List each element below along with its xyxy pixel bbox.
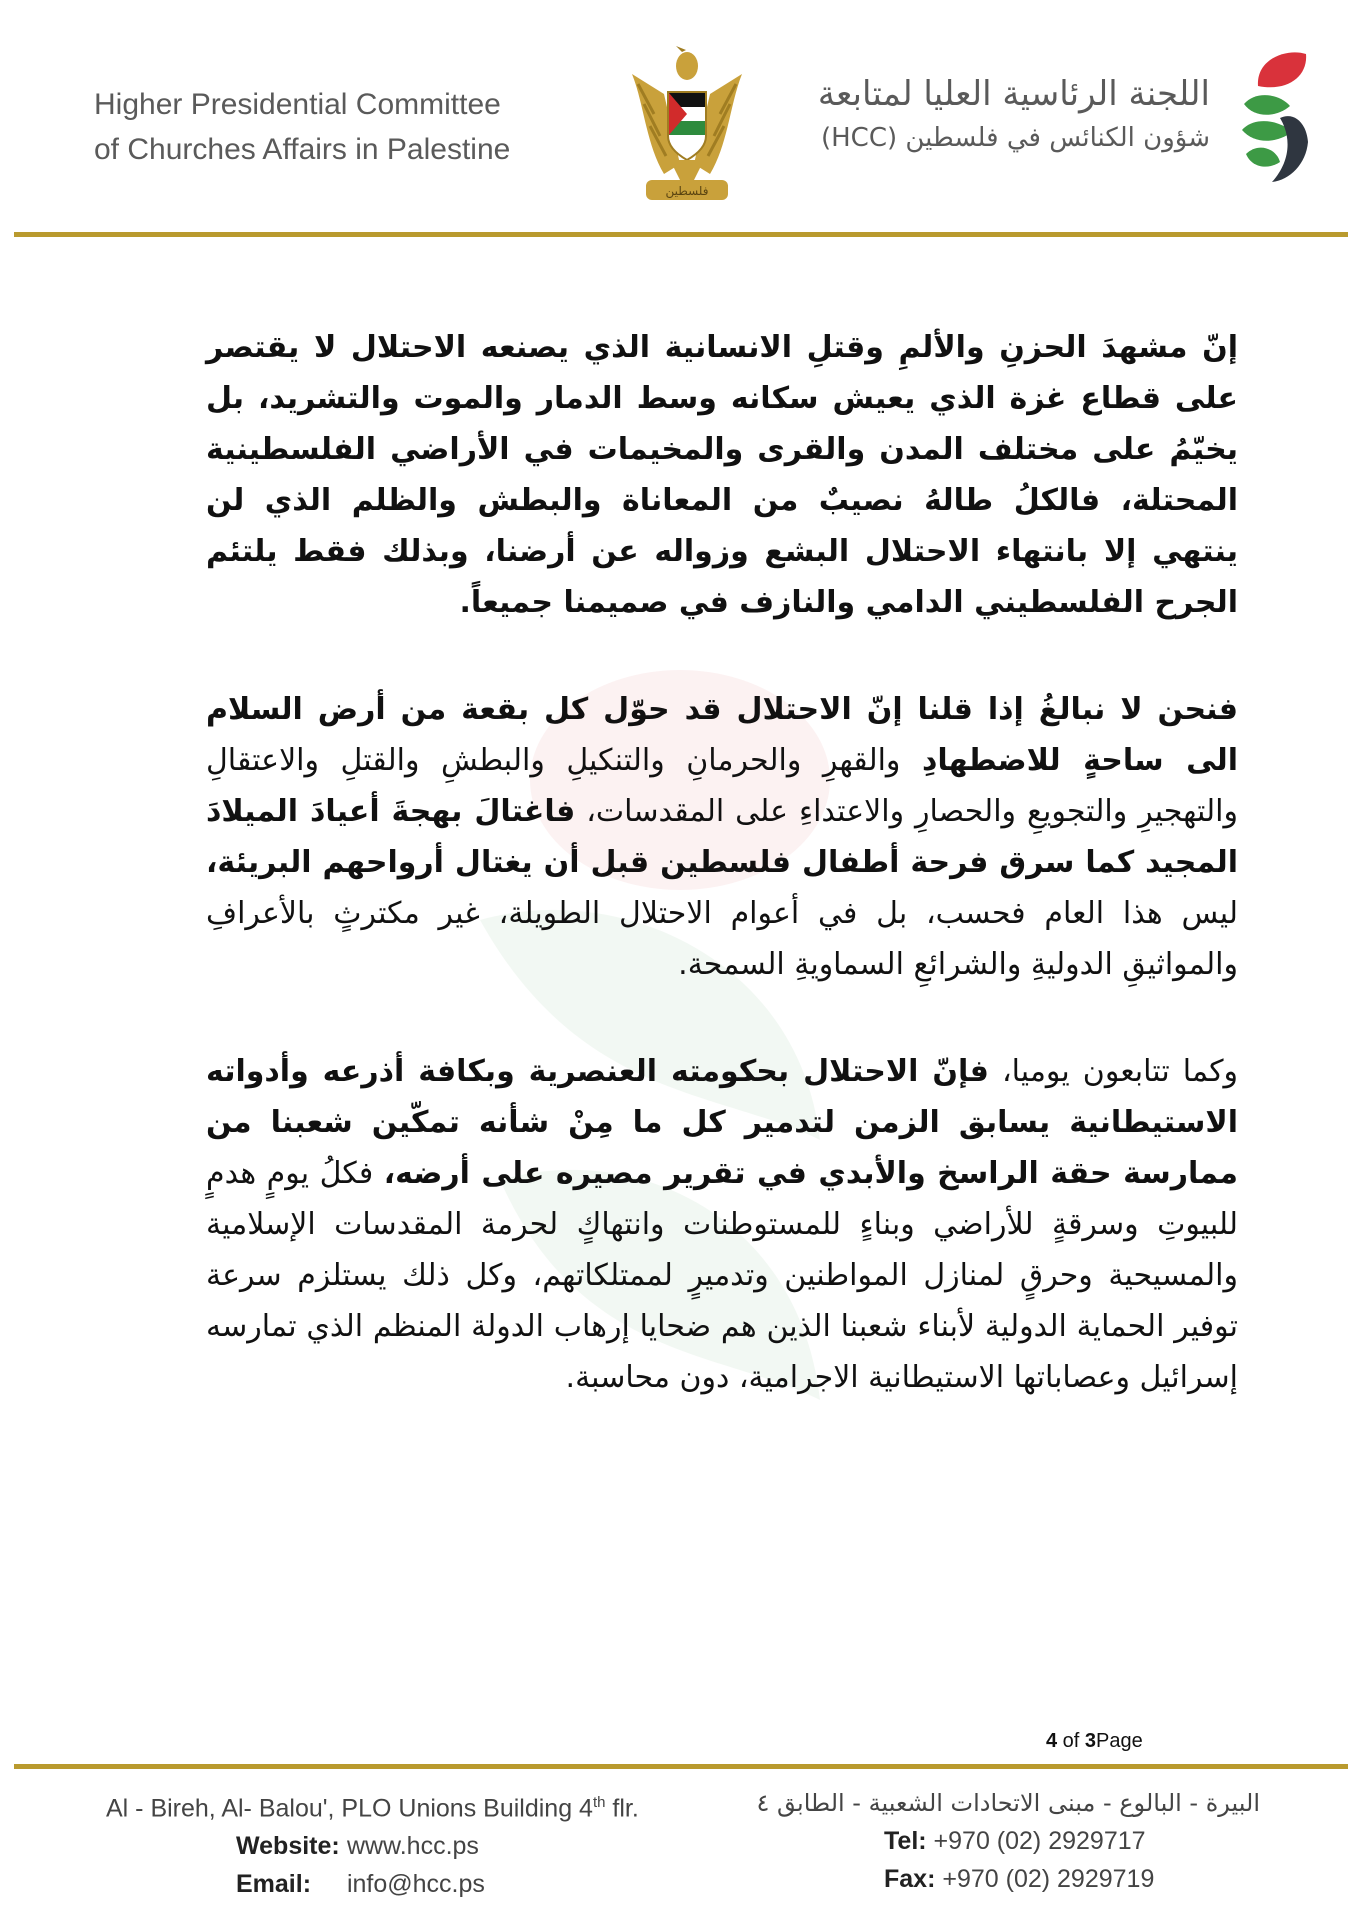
footer-address-en xyxy=(106,1784,666,1827)
paragraph-3 xyxy=(206,1046,1238,1403)
footer-tel-label: Tel: xyxy=(884,1827,927,1855)
footer-fax-label: Fax: xyxy=(884,1865,936,1893)
paragraph-2-text-1: والقهرِ والحرمانِ والتنكيلِ والبطشِ والقتلِ والاعتقالِ والتهجيرِ والتجويعِ والحصارِ والاعتداءِ على المقدسات، xyxy=(206,743,1238,829)
emblem-banner-text: فلسطين xyxy=(665,184,709,198)
header-arabic-line1: اللجنة الرئاسية العليا لمتابعة xyxy=(817,74,1210,114)
paragraph-1-bold: إنّ مشهدَ الحزنِ والألمِ وقتلِ الانسانية الذي يصنعه الاحتلال لا يقتصر على قطاع غزة الذي يعيش سكانه وسط الدمار والموت والتشريد، بل يخيّمُ على مختلف المدن والقرى والمخيمات في الأراضي الفلسطينية المحتلة، فالكلُ طالهُ نصيبٌ من المعاناة والبطش والظلم الذي لن ينتهي إلا بانتهاء الاحتلال البشع وزواله عن أرضنا، وبذلك فقط يلتئم الجرح الفلسطيني الدامي والنازف في صميمنا جميعاً. xyxy=(206,330,1238,620)
footer-floor-suffix: flr. xyxy=(605,1794,639,1823)
header-english-line2: of Churches Affairs in Palestine xyxy=(94,133,511,166)
paragraph-3-text-2: فكلُ يومٍ هدمٍ للبيوتِ وسرقةٍ للأراضي وبناءٍ للمستوطنات وانتهاكٍ لحرمة المقدسات الإسلامية والمسيحية وحرقٍ لمنازل المواطنين وتدميرٍ لممتلكاتهم، وكل ذلك يستلزم سرعة توفير الحماية الدولية لأبناء شعبنا الذين هم ضحايا إرهاب الدولة المنظم الذي تمارسه إسرائيل وعصاباتها الاستيطانية الاجرامية، دون محاسبة. xyxy=(206,1156,1238,1395)
header-english-line1: Higher Presidential Committee xyxy=(94,88,501,121)
paragraph-2-bold-2: فاغتالَ بهجةَ أعيادَ الميلادَ المجيد كما سرق فرحة أطفال فلسطين قبل أن يغتال أرواحهم البريئة، xyxy=(206,794,1238,880)
footer-website-row xyxy=(106,1827,666,1865)
hcc-logo-icon xyxy=(1236,46,1312,186)
footer-tel-number: +970 (02) 2929717 xyxy=(933,1827,1146,1855)
paragraph-2-text-2: ليس هذا العام فحسب، بل في أعوام الاحتلال الطويلة، غير مكترثٍ بالأعرافِ والمواثيقِ الدوليةِ والشرائعِ السماويةِ السمحة. xyxy=(206,896,1238,982)
page-label: Page xyxy=(1096,1730,1143,1752)
footer-tel-row xyxy=(720,1822,1260,1860)
page-number xyxy=(1046,1730,1143,1753)
paragraph-2-bold-1: فنحن لا نبالغُ إذا قلنا إنّ الاحتلال قد حوّل كل بقعة من أرض السلام الى ساحةٍ للاضطهادِ xyxy=(206,692,1238,778)
palestine-eagle-emblem-icon xyxy=(624,44,750,210)
footer-website-link[interactable]: www.hcc.ps xyxy=(346,1832,479,1861)
paragraph-2 xyxy=(206,684,1238,990)
page-total: 3 xyxy=(1084,1730,1097,1752)
header-divider xyxy=(14,232,1348,237)
paragraph-3-text-1: وكما تتابعون يوميا، xyxy=(988,1054,1238,1089)
page-current: 4 xyxy=(1046,1730,1058,1752)
paragraph-1 xyxy=(206,322,1238,628)
footer-email-link[interactable]: info@hcc.ps xyxy=(346,1870,485,1899)
footer-english xyxy=(106,1784,666,1903)
footer-email-label: Email: xyxy=(236,1870,312,1899)
footer-arabic xyxy=(720,1784,1260,1898)
footer-address-en-text: Al - Bireh, Al- Balou', PLO Unions Building 4 xyxy=(106,1794,593,1823)
letter-body xyxy=(206,322,1238,1459)
footer-floor-sup: th xyxy=(592,1794,606,1811)
footer-divider xyxy=(14,1764,1348,1769)
header-english-title xyxy=(94,82,564,172)
footer-fax-row xyxy=(720,1860,1260,1898)
paragraph-3-bold-1: فإنّ الاحتلال بحكومته العنصرية وبكافة أذرعه وأدواته الاستيطانية يسابق الزمن لتدمير كل ما مِنْ شأنه تمكّين شعبنا من ممارسة حقة الراسخ والأبدي في تقرير مصيره على أرضه، xyxy=(206,1054,1238,1191)
page-of: of xyxy=(1057,1730,1085,1752)
header-arabic-title xyxy=(800,70,1210,158)
footer-address-ar: البيرة - البالوع - مبنى الاتحادات الشعبية - الطابق ٤ xyxy=(756,1789,1260,1817)
footer-fax-number: +970 (02) 2929719 xyxy=(942,1865,1155,1893)
footer-email-row xyxy=(106,1865,666,1903)
header-arabic-line2: شؤون الكنائس في فلسطين (HCC) xyxy=(820,123,1210,153)
footer-website-label: Website: xyxy=(236,1832,340,1861)
